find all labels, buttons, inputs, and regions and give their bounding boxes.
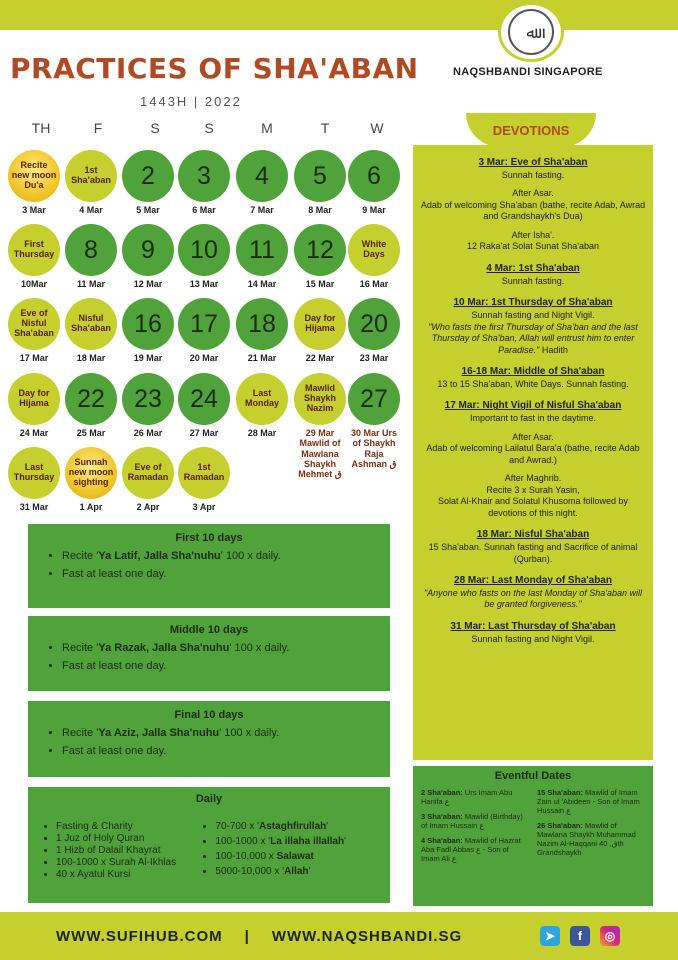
eventful-item: 3 Sha'aban: Mawlid (Birthday) of Imam Hussain ع <box>421 812 523 830</box>
devotion-item <box>419 157 647 253</box>
period-title: Final 10 days <box>174 709 244 721</box>
instagram-icon[interactable]: ◎ <box>600 926 620 946</box>
eventful-item: 15 Sha'aban: Mawlid of Imam Zain ul 'Abideen - Son of Imam Hussain ع <box>537 788 640 815</box>
daily-right-list <box>201 821 346 881</box>
day-date: 24 Mar <box>19 428 49 438</box>
day-circle: 3 <box>178 150 230 202</box>
calendar-day <box>234 150 290 215</box>
day-circle: Mawlid Shaykh Nazim <box>294 373 346 425</box>
calendar-day <box>346 224 402 289</box>
eventful-left-column <box>421 788 529 869</box>
calendar-day <box>176 298 232 363</box>
day-circle: 2 <box>122 150 174 202</box>
day-date: 13 Mar <box>189 279 219 289</box>
devotion-heading: 18 Mar: Nisful Sha'aban <box>476 529 590 541</box>
day-date: 3 Mar <box>22 205 46 215</box>
day-date: 4 Mar <box>79 205 103 215</box>
page-subtitle: 1443H | 2022 <box>140 94 242 109</box>
devotion-heading: 16-18 Mar: Middle of Sha'aban <box>461 366 605 378</box>
logo <box>492 0 572 62</box>
day-circle: 12 <box>294 224 346 276</box>
devotion-item <box>419 297 647 356</box>
day-circle: 9 <box>122 224 174 276</box>
day-date: 17 Mar <box>19 353 49 363</box>
day-date: 8 Mar <box>308 205 332 215</box>
devotion-line: Sunnah fasting. <box>501 169 565 180</box>
calendar-day <box>6 224 62 289</box>
day-circle: 8 <box>65 224 117 276</box>
period-title: Middle 10 days <box>169 624 249 636</box>
day-date: 5 Mar <box>136 205 160 215</box>
fast-item: • Fast at least one day. <box>62 745 374 757</box>
daily-item: • 1 Juz of Holy Quran <box>56 833 176 845</box>
calendar-day <box>346 298 402 363</box>
day-date: 3 Apr <box>192 502 216 512</box>
devotion-line: Solat Al-Khair and Solatul Khusoma followed by devotions of this night. <box>437 496 629 518</box>
day-date: 16 Mar <box>359 279 389 289</box>
devotion-line: Adab of welcoming Lailatul Bara'a (bathe, recite Adab and Awrad.) <box>426 443 640 465</box>
day-circle: Day for Hijama <box>8 373 60 425</box>
calendar-day <box>292 150 348 215</box>
day-circle: Eve of Nisful Sha'aban <box>8 298 60 350</box>
devotion-line <box>419 425 647 432</box>
devotion-line: After Asar. <box>512 188 554 199</box>
day-circle: First Thursday <box>8 224 60 276</box>
devotion-line: After Isha'. <box>511 229 555 240</box>
day-date: 11 Mar <box>76 279 106 289</box>
day-date: 26 Mar <box>133 428 163 438</box>
devotion-item <box>419 621 647 645</box>
eventful-item: 26 Sha'aban: Mawlid of Mawlana Shaykh Muhammad Nazim Al-Haqqani ق, 40th Grandshaykh <box>537 821 636 857</box>
day-date: 9 Mar <box>362 205 386 215</box>
day-date: 18 Mar <box>76 353 106 363</box>
eventful-title: Eventful Dates <box>494 770 572 782</box>
footer-separator: | <box>244 927 250 945</box>
day-circle: 1st Sha'aban <box>65 150 117 202</box>
devotion-line: 12 Raka'at Solat Sunat Sha'aban <box>466 241 600 252</box>
eventful-right-column <box>537 788 645 869</box>
day-date: 15 Mar <box>305 279 335 289</box>
eventful-dates <box>413 766 653 906</box>
devotions-panel <box>413 145 653 760</box>
devotion-line: Important to fast in the daytime. <box>469 413 597 424</box>
calendar-day <box>292 373 348 480</box>
day-circle: 6 <box>348 150 400 202</box>
day-date: 28 Mar <box>247 428 277 438</box>
daily-item: • 100-1000 x 'La illaha illallah' <box>215 836 346 848</box>
day-circle: Last Monday <box>236 373 288 425</box>
devotion-item <box>419 366 647 390</box>
day-date: 27 Mar <box>189 428 219 438</box>
day-date: 23 Mar <box>359 353 389 363</box>
daily-item: • 100-1000 x Surah Al-Ikhlas <box>56 857 176 869</box>
day-circle: Last Thursday <box>8 447 60 499</box>
footer-link-sufihub[interactable]: WWW.SUFIHUB.COM <box>56 927 223 945</box>
daily-item: • 40 x Ayatul Kursi <box>56 869 176 881</box>
period-final-10-days <box>28 701 390 777</box>
devotion-line: After Maghrib. <box>504 473 562 484</box>
day-circle: 16 <box>122 298 174 350</box>
devotion-item <box>419 529 647 565</box>
daily-left-list <box>42 821 176 881</box>
day-date: 25 Mar <box>76 428 106 438</box>
devotion-line: Adab of welcoming Sha'aban (bathe, recite Adab, Awrad and Grandshaykh's Dua) <box>420 199 646 222</box>
calendar-day <box>63 298 119 363</box>
devotion-heading: 28 Mar: Last Monday of Sha'aban <box>454 575 612 587</box>
day-date: 20 Mar <box>189 353 219 363</box>
devotion-line: 15 Sha'aban. Sunnah fasting and Sacrifice of animal (Qurban). <box>428 542 638 564</box>
day-date: 14 Mar <box>247 279 277 289</box>
calendar-day <box>292 224 348 289</box>
day-circle: 20 <box>348 298 400 350</box>
day-date: 6 Mar <box>192 205 216 215</box>
calendar-day <box>6 298 62 363</box>
daily-item: • Fasting & Charity <box>56 821 176 833</box>
calendar-day <box>292 298 348 363</box>
devotion-line: Sunnah fasting. <box>501 275 565 286</box>
day-circle: 27 <box>348 373 400 425</box>
devotion-line <box>419 466 647 473</box>
day-header: F <box>93 120 103 136</box>
devotions-tab: DEVOTIONS <box>466 113 596 147</box>
day-circle: 18 <box>236 298 288 350</box>
day-header: S <box>150 120 160 136</box>
daily-item: • 5000-10,000 x 'Allah' <box>215 866 346 878</box>
eventful-item: 2 Sha'aban: Urs Imam Abu Hanifa ع <box>421 788 513 806</box>
day-date: 31 Mar <box>19 502 49 512</box>
daily-title: Daily <box>195 793 223 805</box>
day-circle: 23 <box>122 373 174 425</box>
calligraphy-logo-icon: ﷲ <box>508 9 554 55</box>
day-circle: Recite new moon Du'a <box>8 150 60 202</box>
period-first-10-days <box>28 524 390 608</box>
calendar-day <box>63 447 119 512</box>
calendar-day <box>234 224 290 289</box>
devotion-line <box>419 223 647 230</box>
calendar-day <box>176 447 232 512</box>
day-circle: 4 <box>236 150 288 202</box>
day-header: W <box>370 120 384 136</box>
day-circle: 17 <box>178 298 230 350</box>
calendar-day <box>234 373 290 438</box>
day-circle: Sunnah new moon sighting <box>65 447 117 499</box>
calendar-day <box>176 224 232 289</box>
daily-practices <box>28 787 390 903</box>
calendar-day <box>120 447 176 512</box>
calendar-day <box>120 298 176 363</box>
page-title: PRACTICES OF SHA'ABAN <box>10 52 419 85</box>
eventful-item: 4 Sha'aban: Mawlid of Hazrat Aba Fadl Abbas ع - Son of Imam Ali ع <box>421 836 521 863</box>
daily-item: • 1 Hizb of Dalail Khayrat <box>56 845 176 857</box>
day-date: 7 Mar <box>250 205 274 215</box>
day-header: T <box>320 120 330 136</box>
day-date: 30 Mar Urs of Shaykh Raja Ashman ق <box>350 428 398 470</box>
day-date: 22 Mar <box>305 353 335 363</box>
fast-item: • Fast at least one day. <box>62 568 374 580</box>
facebook-icon[interactable]: f <box>570 926 590 946</box>
calendar-day <box>120 373 176 438</box>
calendar-day <box>63 150 119 215</box>
devotion-quote: "Anyone who fasts on the last Monday of Sha'aban will be granted forgiveness." <box>423 587 643 610</box>
fast-item: • Fast at least one day. <box>62 660 374 672</box>
day-date: 12 Mar <box>133 279 163 289</box>
calendar-day <box>120 150 176 215</box>
top-banner <box>0 0 678 30</box>
recite-item: • Recite 'Ya Latif, Jalla Sha'nuhu' 100 x daily. <box>62 550 374 562</box>
devotion-item <box>419 575 647 611</box>
calendar-day <box>176 150 232 215</box>
org-name: NAQSHBANDI SINGAPORE <box>453 66 603 78</box>
day-circle: 5 <box>294 150 346 202</box>
calendar-day <box>6 150 62 215</box>
devotion-line <box>419 181 647 188</box>
day-header: TH <box>31 120 51 136</box>
period-title: First 10 days <box>175 532 243 544</box>
calendar-day <box>120 224 176 289</box>
day-date: 19 Mar <box>133 353 163 363</box>
period-middle-10-days <box>28 616 390 691</box>
day-header: M <box>261 120 273 136</box>
day-header: S <box>204 120 214 136</box>
devotion-line: After Asar. <box>512 431 554 442</box>
devotion-heading: 3 Mar: Eve of Sha'aban <box>478 157 588 168</box>
day-circle: 1st Ramadan <box>178 447 230 499</box>
devotion-heading: 31 Mar: Last Thursday of Sha'aban <box>450 620 616 632</box>
day-circle: 24 <box>178 373 230 425</box>
devotion-item <box>419 400 647 519</box>
devotion-heading: 10 Mar: 1st Thursday of Sha'aban <box>453 297 613 309</box>
daily-item: • 70-700 x 'Astaghfirullah' <box>215 821 346 833</box>
recite-item: • Recite 'Ya Razak, Jalla Sha'nuhu' 100 x daily. <box>62 642 374 654</box>
devotion-quote: "Who fasts the first Thursday of Sha'ban and the last Thursday of Sha'ban, Allah will entrust him to enter Paradise." Hadith <box>428 321 638 355</box>
day-circle: White Days <box>348 224 400 276</box>
day-date: 2 Apr <box>136 502 160 512</box>
calendar-day <box>176 373 232 438</box>
day-circle: 11 <box>236 224 288 276</box>
recite-item: • Recite 'Ya Aziz, Jalla Sha'nuhu' 100 x daily. <box>62 727 374 739</box>
day-circle: Nisful Sha'aban <box>65 298 117 350</box>
devotion-item <box>419 263 647 287</box>
calendar-day <box>346 373 402 469</box>
day-circle: 22 <box>65 373 117 425</box>
day-date: 21 Mar <box>247 353 277 363</box>
calendar-day <box>6 447 62 512</box>
day-date: 10Mar <box>20 279 47 289</box>
day-date: 1 Apr <box>79 502 103 512</box>
day-circle: Eve of Ramadan <box>122 447 174 499</box>
day-date: 29 Mar Mawlid of Mawlana Shaykh Mehmet ق <box>298 428 342 480</box>
calendar-day-headers <box>10 120 410 140</box>
calendar-day <box>63 373 119 438</box>
devotion-line: 13 to 15 Sha'aban, White Days. Sunnah fasting. <box>437 378 629 389</box>
daily-item: • 100-10,000 x Salawat <box>215 851 346 863</box>
devotion-heading: 4 Mar: 1st Sha'aban <box>486 262 580 274</box>
telegram-icon[interactable]: ➤ <box>540 926 560 946</box>
calendar-day <box>234 298 290 363</box>
calendar-day <box>346 150 402 215</box>
calendar-day <box>6 373 62 438</box>
devotion-line: Recite 3 x Surah Yasin, <box>486 484 580 495</box>
calendar-day <box>63 224 119 289</box>
devotion-heading: 17 Mar: Night Vigil of Nisful Sha'aban <box>444 400 622 412</box>
day-circle: 10 <box>178 224 230 276</box>
day-circle: Day for Hijama <box>294 298 346 350</box>
devotion-line: Sunnah fasting and Night Vigil. <box>471 310 595 320</box>
devotion-line: Sunnah fasting and Night Vigil. <box>471 633 595 644</box>
footer-link-naqshbandi[interactable]: WWW.NAQSHBANDI.SG <box>271 927 463 945</box>
